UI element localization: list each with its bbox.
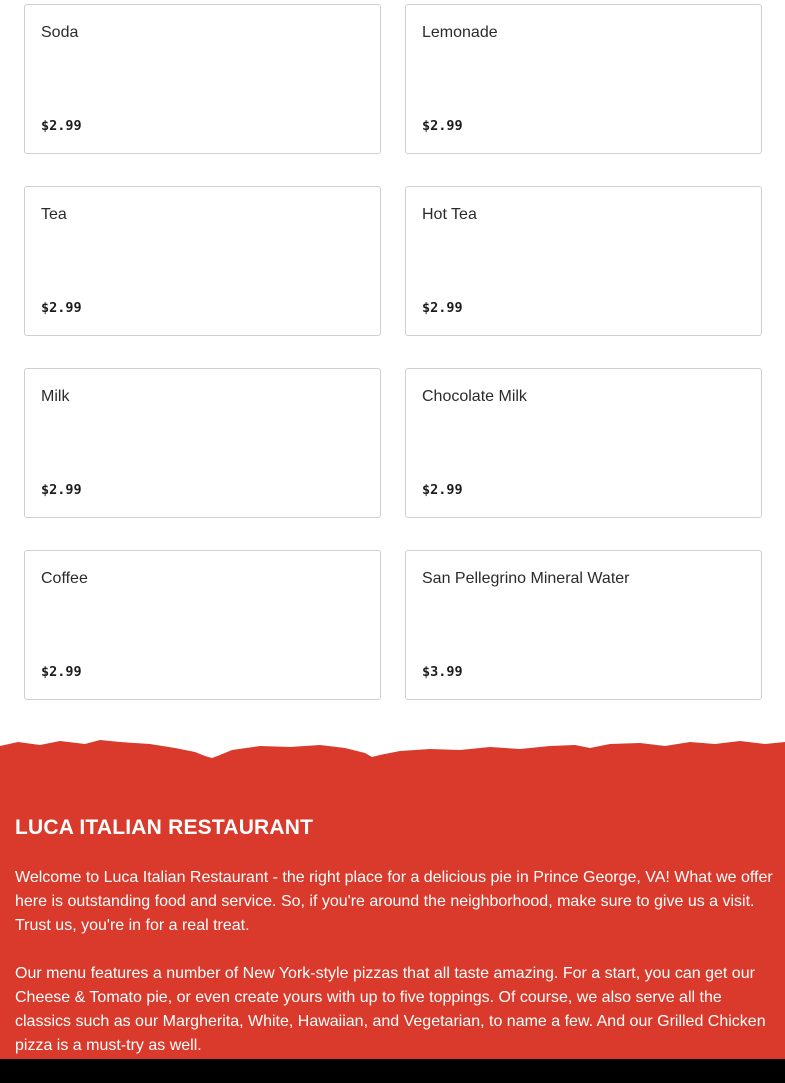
menu-item-card[interactable] (405, 368, 762, 518)
menu-item-card[interactable] (24, 186, 381, 336)
menu-item-name: Tea (41, 206, 67, 223)
menu-item-price: $2.99 (41, 300, 82, 316)
menu-item-name: Milk (41, 388, 70, 405)
menu-item-price: $2.99 (41, 118, 82, 134)
menu-description-paragraph: Our menu features a number of New York-style pizzas that all taste amazing. For a start, you can get our Cheese & Tomato pie, or even create yours with up to five toppings. Of course, we also serve all the classics such as our Margherita, White, Hawaiian, and Vegetarian, to name a few. And our Grilled Chicken pizza is a must-try as well. (15, 965, 766, 1054)
menu-item-card[interactable] (405, 550, 762, 700)
footer-content (15, 816, 773, 1082)
menu-item-price: $2.99 (422, 118, 463, 134)
menu-item-name: Chocolate Milk (422, 388, 527, 405)
menu-item-card[interactable] (405, 186, 762, 336)
menu-item-price: $2.99 (41, 482, 82, 498)
menu-item-card[interactable] (405, 4, 762, 154)
menu-item-name: Coffee (41, 570, 88, 587)
menu-item-price: $2.99 (41, 664, 82, 680)
menu-item-name: Hot Tea (422, 206, 477, 223)
bottom-bar (0, 1059, 785, 1083)
restaurant-name-heading: LUCA ITALIAN RESTAURANT (15, 816, 314, 839)
menu-item-card[interactable] (24, 550, 381, 700)
menu-item-price: $2.99 (422, 300, 463, 316)
menu-item-price: $2.99 (422, 482, 463, 498)
welcome-paragraph: Welcome to Luca Italian Restaurant - the right place for a delicious pie in Prince George, VA! What we offer here is outstanding food and service. So, if you're around the neighborhood, make sure to give us a visit. Trust us, you're in for a real treat. (15, 869, 773, 934)
restaurant-footer (0, 738, 785, 1059)
menu-item-name: Soda (41, 24, 79, 41)
menu-item-card[interactable] (24, 368, 381, 518)
menu-item-name: Lemonade (422, 24, 498, 41)
menu-item-price: $3.99 (422, 664, 463, 680)
menu-item-name: San Pellegrino Mineral Water (422, 570, 630, 587)
menu-item-card[interactable] (24, 4, 381, 154)
